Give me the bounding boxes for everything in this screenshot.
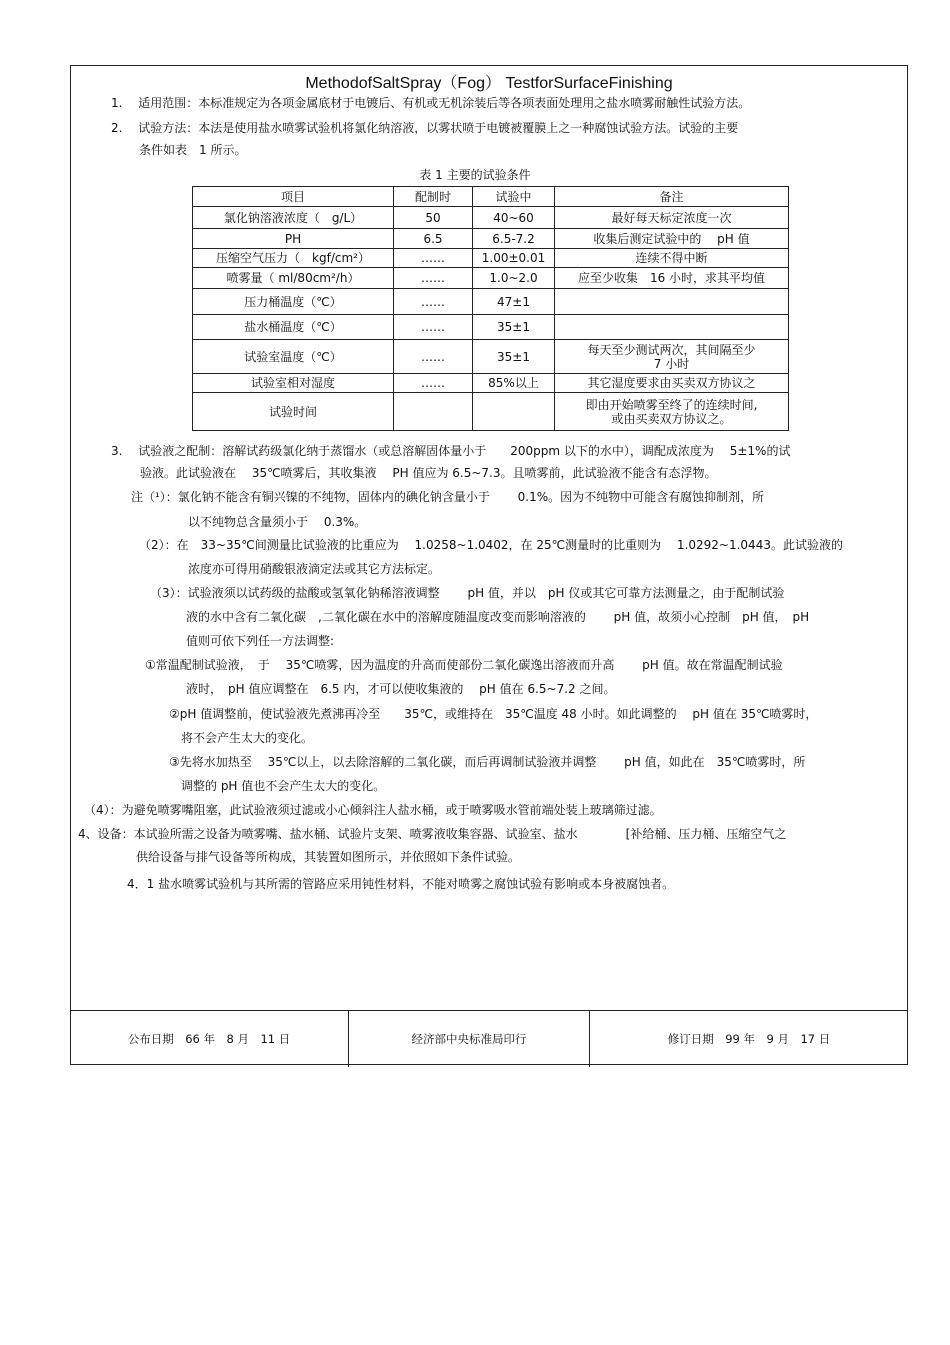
table-cell: 其它湿度要求由买卖双方协议之 [555,374,789,393]
table-cell: 1.00±0.01 [473,249,555,268]
table-cell: 压缩空气压力（ kgf/cm²） [193,249,394,268]
table-cell: 喷雾量（ ml/80cm²/h） [193,268,394,289]
table-cell: 氯化钠溶液浓度（ g/L） [193,207,394,229]
table-header-cell: 配制时 [394,187,473,207]
table-cell: …… [394,374,473,393]
table-cell: 即由开始喷雾至终了的连续时间, 或由买卖双方协议之。 [555,393,789,431]
table-row [193,207,789,229]
table-cell: 35±1 [473,340,555,374]
clause-3: 3. 试验液之配制：溶解试药级氯化纳于蒸馏水（或总溶解固体量小于 200ppm 以下的水中），调配成浓度为 5±1%的试 [111,444,791,458]
note-3: （3）：试验液须以试药级的盐酸或氢氧化钠稀溶液调整 pH 值，并以 pH 仪或其它可靠方法测量之，由于配制试验 [150,586,785,600]
table-cell: 6.5 [394,229,473,249]
table-cell: 应至少收集 16 小时，求其平均值 [555,268,789,289]
table-cell: 85%以上 [473,374,555,393]
table-cell: …… [394,315,473,340]
table-row [193,374,789,393]
table-cell: 压力桶温度（℃） [193,289,394,315]
table-row [193,340,789,374]
method-3-cont: 调整的 pH 值也不会产生太大的变化。 [181,779,386,793]
table-cell: 最好每天标定浓度一次 [555,207,789,229]
table-header-row [193,187,789,207]
table-row [193,393,789,431]
table-header-cell: 项目 [193,187,394,207]
table-cell: …… [394,268,473,289]
table-cell: …… [394,340,473,374]
clause-4-cont: 供给设备与排气设备等所构成，其装置如图所示，并依照如下条件试验。 [136,850,521,864]
table-row [193,229,789,249]
clause-4: 4、设备：本试验所需之设备为喷雾嘴、盐水桶、试验片支架、喷雾液收集容器、试验室、盐水 [补给桶、压力桶、压缩空气之 [78,827,787,841]
footer-bar [70,1010,908,1067]
table-cell: 试验室温度（℃） [193,340,394,374]
table-cell: 盐水桶温度（℃） [193,315,394,340]
table-cell: 每天至少测试两次，其间隔至少 7 小时 [555,340,789,374]
clause-4-1: 4．1 盐水喷雾试验机与其所需的管路应采用钝性材料，不能对喷雾之腐蚀试验有影响或本身被腐蚀者。 [127,877,675,891]
note-2-cont: 浓度亦可得用硝酸银液滴定法或其它方法标定。 [188,562,441,576]
issuer: 经济部中央标准局印行 [349,1011,590,1067]
table-cell [555,315,789,340]
note-2: （2）：在 33~35℃间测量比试验液的比重应为 1.0258~1.0402，在 25℃测量时的比重则为 1.0292~1.0443。此试验液的 [139,538,843,552]
table-row [193,289,789,315]
table-cell: …… [394,289,473,315]
table-caption: 表 1 主要的试验条件 [419,168,531,182]
revised-date: 修订日期 99 年 9 月 17 日 [667,1032,831,1046]
table-cell: 收集后测定试验中的 pH 值 [555,229,789,249]
clause-2: 2. 试验方法：本法是使用盐水喷雾试验机将氯化纳溶液，以雾状喷于电镀被覆膜上之一种腐蚀试验方法。试验的主要 [111,121,739,135]
table-cell [555,289,789,315]
table-cell: 试验时间 [193,393,394,431]
note-1-cont: 以不纯物总含量须小于 0.3%。 [188,515,367,529]
table-cell: 试验室相对湿度 [193,374,394,393]
table-cell: 35±1 [473,315,555,340]
table-cell: 6.5-7.2 [473,229,555,249]
table-cell: 47±1 [473,289,555,315]
table-row [193,268,789,289]
method-1-cont: 液时， pH 值应调整在 6.5 内，才可以使收集液的 pH 值在 6.5~7.2 之间。 [186,682,616,696]
table-cell: 连续不得中断 [555,249,789,268]
table-row [193,315,789,340]
method-2: ②pH 值调整前，使试验液先煮沸再冷至 35℃，或维持在 35℃温度 48 小时。如此调整的 pH 值在 35℃喷雾时， [169,707,818,721]
method-3: ③先将水加热至 35℃以上，以去除溶解的二氧化碳，而后再调制试验液并调整 pH 值，如此在 35℃喷雾时，所 [169,755,806,769]
table-row [193,249,789,268]
table-header-cell: 备注 [555,187,789,207]
note-3-cont: 值则可依下列任一方法调整: [186,634,335,648]
table-cell: 1.0~2.0 [473,268,555,289]
note-1: 注（¹）：氯化钠不能含有铜兴镍的不纯物，固体内的碘化钠含量小于 0.1%。因为不纯物中可能含有腐蚀抑制剂，所 [131,490,765,504]
table-cell [394,393,473,431]
method-2-cont: 将不会产生太大的变化。 [181,731,314,745]
table-cell: …… [394,249,473,268]
table-cell: 40~60 [473,207,555,229]
note-3-cont: 液的水中含有二氧化碳 ,二氧化碳在水中的溶解度随温度改变而影响溶液的 pH 值，故须小心控制 pH 值， pH [186,610,810,624]
note-4: （4）：为避免喷雾嘴阻塞，此试验液须过滤或小心倾斜注人盐水桶，或于喷雾吸水管前端处装上玻璃筛过滤。 [84,803,662,817]
clause-3-cont: 验液。此试验液在 35℃喷雾后，其收集液 PH 值应为 6.5~7.3。且喷雾前，此试验液不能含有态浮物。 [140,466,717,480]
published-date: 公布日期 66 年 8 月 11 日 [70,1011,349,1067]
table-header-cell: 试验中 [473,187,555,207]
method-1: ①常温配制试验液， 于 35℃喷雾，因为温度的升高而使部份二氧化碳逸出溶液而升高 pH 值。故在常温配制试验 [145,658,783,672]
clause-2-cont: 条件如表 1 所示。 [139,143,247,157]
clause-1: 1. 适用范围：本标准规定为各项金属底材于电镀后、有机或无机涂装后等各项表面处理用之盐水喷雾耐触性试验方法。 [111,96,751,110]
conditions-table [192,186,789,431]
table-cell: 50 [394,207,473,229]
table-cell: PH [193,229,394,249]
table-cell [473,393,555,431]
document-title: MethodofSaltSpray（Fog） TestforSurfaceFinishing [305,75,673,92]
